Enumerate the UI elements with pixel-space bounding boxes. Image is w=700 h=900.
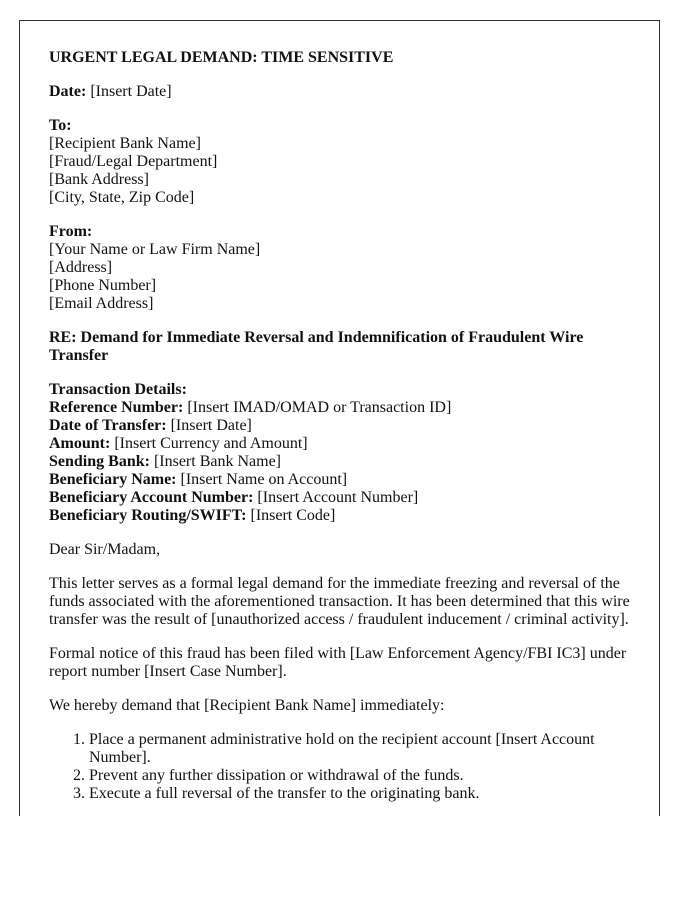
subject-text: RE: Demand for Immediate Reversal and Indemnification of Fraudulent Wire Transfer [49,329,584,364]
from-line: [Your Name or Law Firm Name] [49,241,261,258]
to-label: To: [49,117,72,134]
field-label: Reference Number: [49,399,184,416]
date-value: [Insert Date] [90,83,172,100]
from-label: From: [49,223,93,240]
field-label: Sending Bank: [49,453,150,470]
field-value: [Insert Name on Account] [180,471,348,488]
body-paragraph: This letter serves as a formal legal demand for the immediate freezing and reversal of the funds associated with the aforementioned transaction. It has been determined that this wire transfer was the result of [unauthorized access / fraudulent inducement / criminal activity]. [49,575,630,628]
field-value: [Insert Account Number] [257,489,419,506]
demand-item: 1. Place a permanent administrative hold on the recipient account [Insert Account Number]. [89,731,630,767]
body-paragraph: Formal notice of this fraud has been filed with [Law Enforcement Agency/FBI IC3] under report number [Insert Case Number]. [49,645,627,680]
sender-block [49,223,630,313]
from-line: [Address] [49,259,113,276]
date-line [49,83,630,101]
to-line: [City, State, Zip Code] [49,189,195,206]
field-label: Beneficiary Account Number: [49,489,254,506]
from-line: [Phone Number] [49,277,157,294]
to-line: [Fraud/Legal Department] [49,153,218,170]
from-line: [Email Address] [49,295,154,312]
field-value: [Insert Bank Name] [153,453,281,470]
field-label: Date of Transfer: [49,417,167,434]
demand-item: 2. Prevent any further dissipation or withdrawal of the funds. [89,767,630,785]
date-label: Date: [49,83,87,100]
transaction-details [49,381,630,525]
recipient-block [49,117,630,207]
letter-page [19,20,660,816]
to-line: [Recipient Bank Name] [49,135,201,152]
field-value: [Insert IMAD/OMAD or Transaction ID] [187,399,452,416]
subject-line [49,329,630,365]
salutation: Dear Sir/Madam, [49,541,161,558]
field-value: [Insert Date] [170,417,252,434]
field-label: Amount: [49,435,111,452]
letter-title: URGENT LEGAL DEMAND: TIME SENSITIVE [49,49,394,66]
field-label: Beneficiary Name: [49,471,177,488]
field-value: [Insert Currency and Amount] [114,435,308,452]
transaction-heading: Transaction Details: [49,381,187,398]
demand-item: 3. Execute a full reversal of the transfer to the originating bank. [89,785,630,803]
to-line: [Bank Address] [49,171,149,188]
field-label: Beneficiary Routing/SWIFT: [49,507,247,524]
demands-list [49,731,630,803]
field-value: [Insert Code] [250,507,336,524]
body-paragraph: We hereby demand that [Recipient Bank Name] immediately: [49,697,445,714]
